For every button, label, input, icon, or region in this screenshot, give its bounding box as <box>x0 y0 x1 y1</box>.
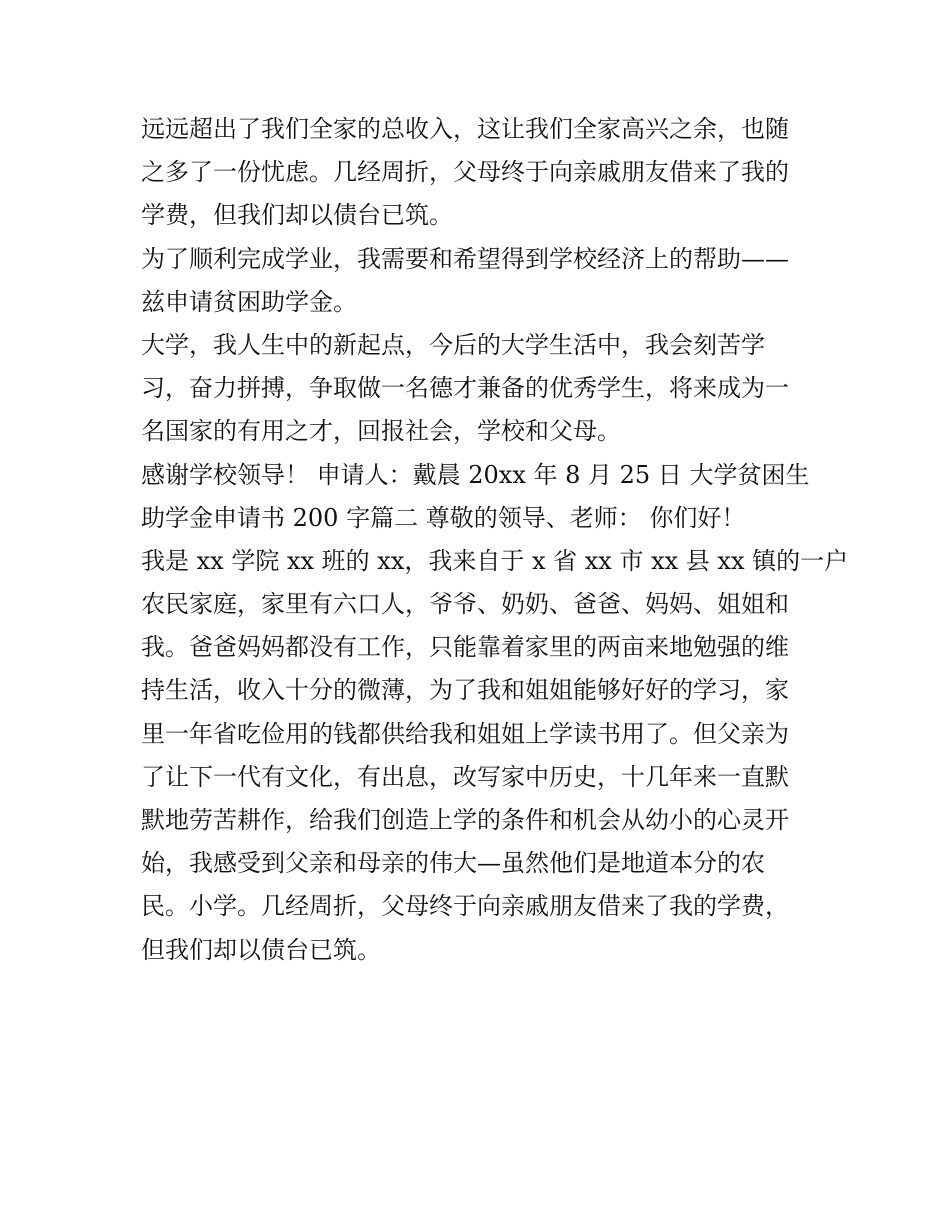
text-line: 我是 xx 学院 xx 班的 xx，我来自于 x 省 xx 市 xx 县 xx 镇的一户 <box>141 546 849 575</box>
text-line: 远远超出了我们全家的总收入，这让我们全家高兴之余，也随 <box>141 115 789 143</box>
text-line: 民。小学。几经周折，父母终于向亲戚朋友借来了我的学费， <box>141 892 789 921</box>
text-line: 兹申请贫困助学金。 <box>141 287 357 316</box>
text-line: 默地劳苦耕作，给我们创造上学的条件和机会从幼小的心灵开 <box>141 806 789 834</box>
text-line: 为了顺利完成学业，我需要和希望得到学校经济上的帮助—— <box>141 244 789 273</box>
text-line: 始，我感受到父亲和母亲的伟大—虽然他们是地道本分的农 <box>141 849 765 878</box>
text-line: 持生活，收入十分的微薄，为了我和姐姐能够好好的学习，家 <box>141 676 789 705</box>
text-line: 学费，但我们却以债台已筑。 <box>141 201 453 230</box>
text-line: 名国家的有用之才，回报社会，学校和父母。 <box>141 417 621 446</box>
text-line: 里一年省吃俭用的钱都供给我和姐姐上学读书用了。但父亲为 <box>141 719 789 748</box>
text-line: 我。爸爸妈妈都没有工作，只能靠着家里的两亩来地勉强的维 <box>141 633 789 662</box>
text-line: 助学金申请书 200 字篇二 尊敬的领导、老师： 你们好！ <box>141 503 746 532</box>
text-line: 之多了一份忧虑。几经周折，父母终于向亲戚朋友借来了我的 <box>141 158 789 187</box>
text-line: 农民家庭，家里有六口人，爷爷、奶奶、爸爸、妈妈、姐姐和 <box>141 590 789 619</box>
text-line: 习，奋力拼搏，争取做一名德才兼备的优秀学生，将来成为一 <box>141 374 789 403</box>
text-line: 但我们却以债台已筑。 <box>141 935 381 964</box>
text-line: 了让下一代有文化，有出息，改写家中历史，十几年来一直默 <box>141 762 789 791</box>
text-line: 感谢学校领导！ 申请人：戴晨 20xx 年 8 月 25 日 大学贫困生 <box>141 460 810 489</box>
document-body <box>141 108 849 972</box>
text-line: 大学，我人生中的新起点，今后的大学生活中，我会刻苦学 <box>141 330 765 359</box>
